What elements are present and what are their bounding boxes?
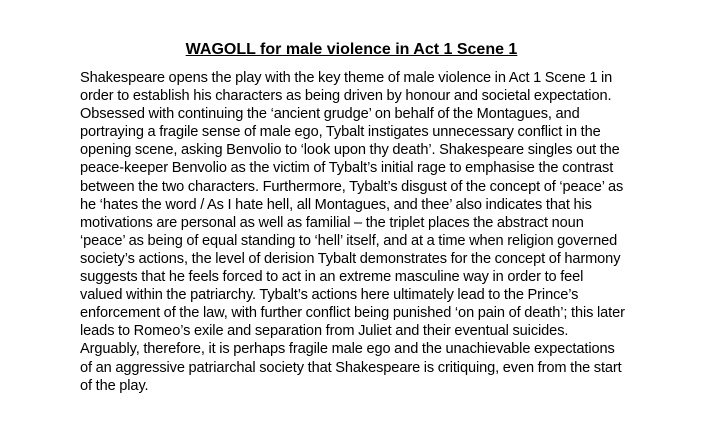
document-title: WAGOLL for male violence in Act 1 Scene 1: [185, 41, 518, 58]
body-paragraph: Shakespeare opens the play with the key theme of male violence in Act 1 Scene 1 in order to establish his characters as being driven by honour and societal expectation. Obsessed with continuing the ‘ancient grudge’ on behalf of the Montagues, and portraying a fragile sense of male ego, Tybalt instigates unnecessary conflict in the opening scene, asking Benvolio to ‘look upon thy death’. Shakespeare singles out the peace-keeper Benvolio as the victim of Tybalt’s initial rage to emphasise the contrast between the two characters. Furthermore, Tybalt’s disgust of the concept of ‘peace’ as he ‘hates the word / As I hate hell, all Montagues, and thee’ also indicates that his motivations are personal as well as familial – the triplet places the abstract noun ‘peace’ as being of equal standing to ‘hell’ itself, and at a time when religion governed society’s actions, the level of derision Tybalt demonstrates for the concept of harmony suggests that he feels forced to act in an extreme masculine way in order to feel valued within the patriarchy. Tybalt’s actions here ultimately lead to the Prince’s enforcement of the law, with further conflict being punished ‘on pain of death’; this later leads to Romeo’s exile and separation from Juliet and their eventual suicides. Arguably, therefore, it is perhaps fragile male ego and the unachievable expectations of an aggressive patriarchal society that Shakespeare is critiquing, even from the start of the play.: [80, 70, 625, 394]
